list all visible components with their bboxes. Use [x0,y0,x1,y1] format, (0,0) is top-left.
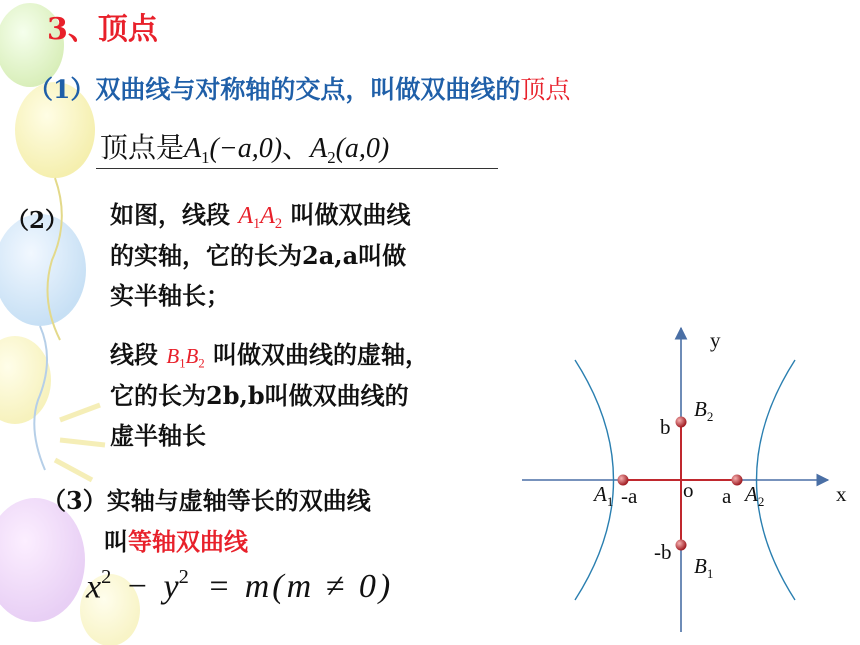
label-a1: $A_1$ [594,482,614,509]
point-b2 [676,417,687,428]
equation-y: y [163,568,179,606]
label-b2: $B_2$ [694,397,714,424]
point-2-line-5: 它的长为2b,b叫做双曲线的 [110,381,409,410]
point-1-prefix: （1）双曲线与对称轴的交点，叫做双曲线的 [28,75,521,104]
label-a2: $A_2$ [745,482,765,509]
point-2-line-2: 的实轴，它的长为2a,a叫做 [110,241,407,270]
point-1-highlight: 顶点 [520,75,571,104]
vertex-a1: A [184,133,202,164]
point-2-line-3: 实半轴长； [110,281,230,310]
segment-a1a2: $A_1A_2$ [238,203,283,233]
equation-y-exp: 2 [178,566,189,588]
label-b1: $B_1$ [694,554,714,581]
vertex-a1-coords: (−a,0) [209,133,283,164]
vertex-a2-sub: 2 [327,147,336,167]
label-a: a [722,484,732,508]
segment-b1b2: $B_1B_2$ [166,344,205,371]
point-2-line-4-pre: 线段 [110,340,158,369]
vertex-formula-lead: 顶点是 [100,133,185,164]
vertex-a2-coords: (a,0) [335,133,390,164]
point-2-line-1-pre: 如图，线段 [110,200,230,229]
point-3-highlight: 等轴双曲线 [128,527,248,556]
vertex-a1-sub: 1 [201,147,210,167]
axis-label-y: y [710,328,721,352]
point-2-line-4-post: 叫做双曲线的虚轴， [212,340,429,369]
vertex-sep: 、 [282,133,311,164]
point-2-line-1-post: 叫做双曲线 [290,200,411,229]
point-3-line-2-pre: 叫 [104,527,128,556]
equation-rest: = m(m ≠ 0) [207,568,394,606]
label-b: b [660,415,671,439]
point-2-line-6: 虚半轴长 [110,421,206,450]
point-2-marker: （2） [6,207,69,234]
equation-x: x [86,568,102,606]
equation-x-exp: 2 [101,566,112,588]
vertex-a2-point [732,475,743,486]
vertex-a2: A [310,133,328,164]
axis-label-x: x [836,482,847,506]
point-3-line-1: （3）实轴与虚轴等长的双曲线 [42,486,371,515]
label-neg-b: -b [654,540,672,564]
label-neg-a: -a [621,484,638,508]
section-heading: 3、顶点 [47,12,158,47]
origin-label: o [683,478,694,502]
equation-minus: − [127,568,147,606]
point-b1 [676,540,687,551]
